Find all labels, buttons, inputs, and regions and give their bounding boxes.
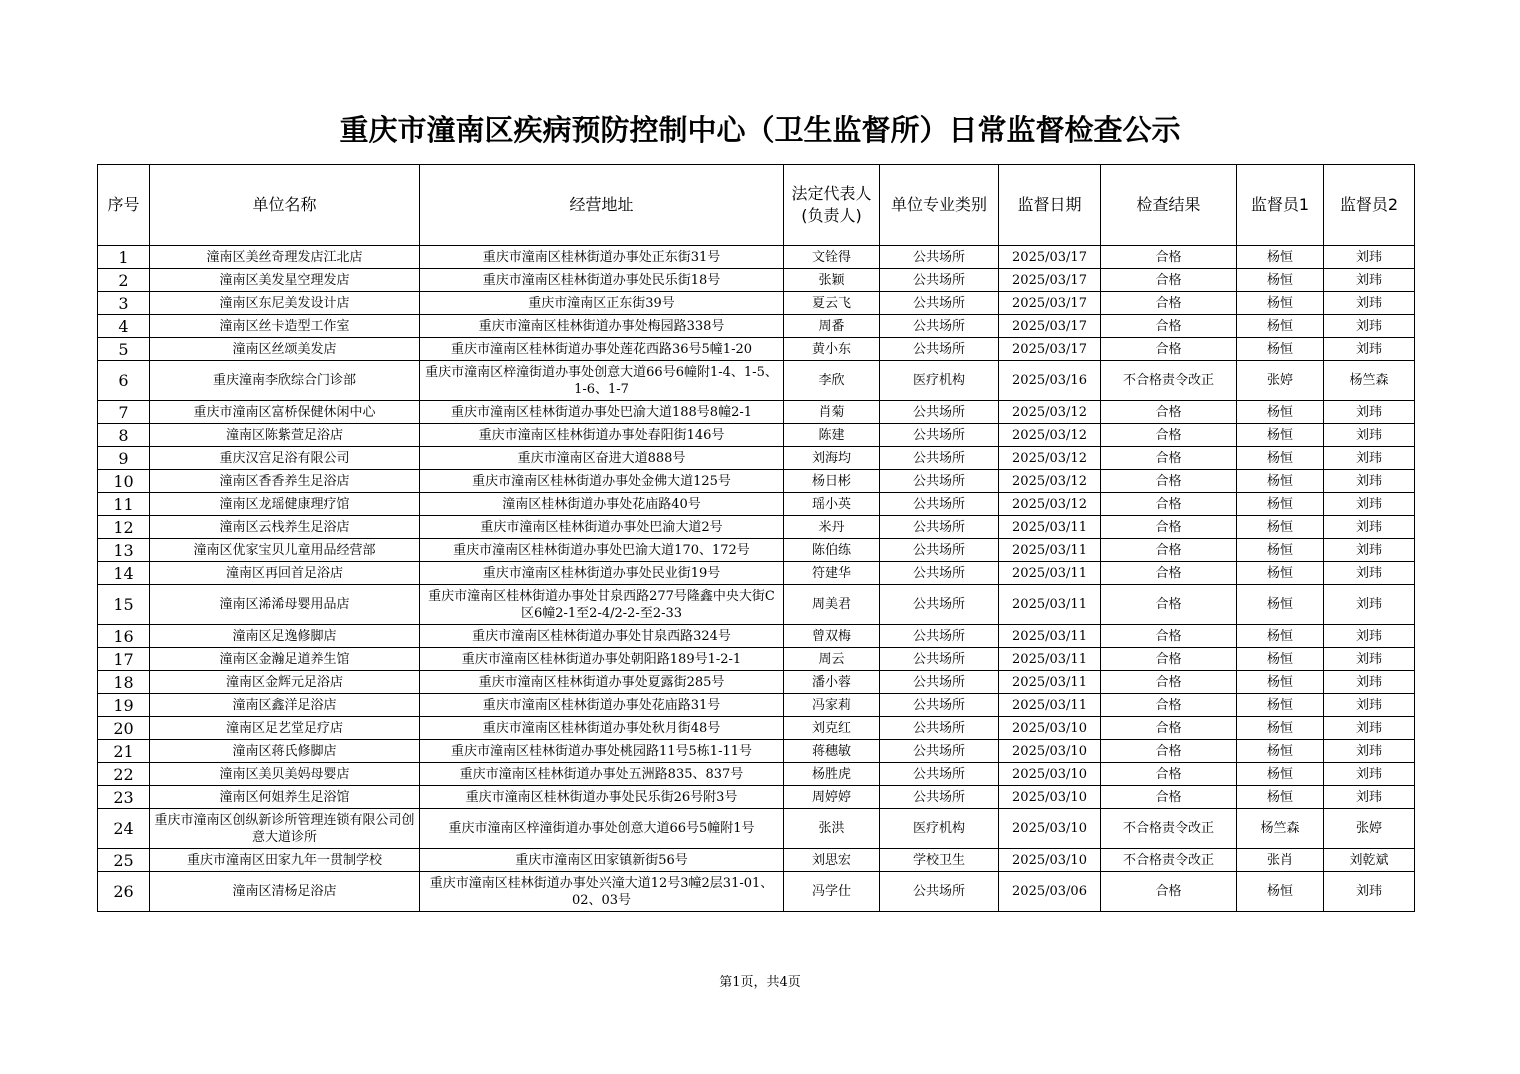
header-no: 序号 (98, 165, 150, 246)
cell-date: 2025/03/11 (999, 694, 1101, 717)
cell-inspector1: 杨恒 (1237, 292, 1324, 315)
cell-legal: 米丹 (784, 516, 880, 539)
cell-date: 2025/03/12 (999, 447, 1101, 470)
cell-date: 2025/03/10 (999, 740, 1101, 763)
cell-result: 合格 (1101, 401, 1237, 424)
cell-category: 公共场所 (880, 694, 999, 717)
cell-date: 2025/03/11 (999, 539, 1101, 562)
table-row (98, 786, 1415, 809)
cell-inspector2: 刘玮 (1324, 671, 1415, 694)
cell-address: 重庆市潼南区桂林街道办事处兴潼大道12号3幢2层31-01、02、03号 (420, 872, 784, 912)
cell-name: 重庆市潼南区富桥保健休闲中心 (150, 401, 420, 424)
cell-inspector2: 刘玮 (1324, 470, 1415, 493)
cell-category: 公共场所 (880, 539, 999, 562)
cell-legal: 肖菊 (784, 401, 880, 424)
cell-inspector1: 杨恒 (1237, 671, 1324, 694)
cell-address: 重庆市潼南区桂林街道办事处巴渝大道188号8幢2-1 (420, 401, 784, 424)
cell-name: 潼南区美发星空理发店 (150, 269, 420, 292)
cell-name: 潼南区再回首足浴店 (150, 562, 420, 585)
cell-date: 2025/03/11 (999, 671, 1101, 694)
cell-category: 公共场所 (880, 648, 999, 671)
cell-legal: 黄小东 (784, 338, 880, 361)
cell-result: 合格 (1101, 424, 1237, 447)
cell-address: 重庆市潼南区梓潼街道办事处创意大道66号6幢附1-4、1-5、1-6、1-7 (420, 361, 784, 401)
cell-category: 公共场所 (880, 740, 999, 763)
cell-inspector2: 刘玮 (1324, 246, 1415, 269)
cell-date: 2025/03/10 (999, 717, 1101, 740)
cell-no: 19 (98, 694, 150, 717)
cell-name: 潼南区金辉元足浴店 (150, 671, 420, 694)
cell-category: 公共场所 (880, 292, 999, 315)
cell-no: 15 (98, 585, 150, 625)
cell-date: 2025/03/11 (999, 585, 1101, 625)
cell-name: 潼南区丝颂美发店 (150, 338, 420, 361)
cell-no: 11 (98, 493, 150, 516)
cell-inspector2: 刘玮 (1324, 401, 1415, 424)
cell-inspector1: 杨恒 (1237, 786, 1324, 809)
cell-name: 潼南区优家宝贝儿童用品经营部 (150, 539, 420, 562)
cell-inspector1: 杨恒 (1237, 717, 1324, 740)
cell-no: 4 (98, 315, 150, 338)
cell-inspector2: 刘玮 (1324, 763, 1415, 786)
cell-inspector1: 杨恒 (1237, 648, 1324, 671)
cell-category: 公共场所 (880, 786, 999, 809)
cell-address: 重庆市潼南区桂林街道办事处秋月街48号 (420, 717, 784, 740)
cell-result: 合格 (1101, 625, 1237, 648)
cell-legal: 陈伯练 (784, 539, 880, 562)
cell-name: 潼南区美贝美妈母婴店 (150, 763, 420, 786)
cell-date: 2025/03/10 (999, 786, 1101, 809)
cell-result: 合格 (1101, 292, 1237, 315)
cell-name: 重庆市潼南区创纵新诊所管理连锁有限公司创意大道诊所 (150, 809, 420, 849)
cell-date: 2025/03/12 (999, 401, 1101, 424)
cell-result: 合格 (1101, 516, 1237, 539)
cell-inspector2: 刘玮 (1324, 562, 1415, 585)
cell-name: 潼南区蒋氏修脚店 (150, 740, 420, 763)
cell-inspector1: 杨恒 (1237, 246, 1324, 269)
cell-address: 重庆市潼南区桂林街道办事处梅园路338号 (420, 315, 784, 338)
document-title: 重庆市潼南区疾病预防控制中心（卫生监督所）日常监督检查公示 (339, 113, 1181, 147)
cell-inspector2: 刘玮 (1324, 740, 1415, 763)
cell-name: 潼南区清杨足浴店 (150, 872, 420, 912)
cell-category: 公共场所 (880, 585, 999, 625)
cell-date: 2025/03/12 (999, 424, 1101, 447)
cell-category: 公共场所 (880, 493, 999, 516)
cell-category: 公共场所 (880, 424, 999, 447)
cell-address: 重庆市潼南区桂林街道办事处花庙路31号 (420, 694, 784, 717)
table-row (98, 315, 1415, 338)
cell-date: 2025/03/17 (999, 315, 1101, 338)
cell-inspector1: 杨恒 (1237, 625, 1324, 648)
cell-result: 合格 (1101, 717, 1237, 740)
cell-result: 合格 (1101, 269, 1237, 292)
cell-address: 重庆市潼南区桂林街道办事处春阳街146号 (420, 424, 784, 447)
cell-legal: 文铨得 (784, 246, 880, 269)
cell-no: 8 (98, 424, 150, 447)
cell-date: 2025/03/10 (999, 849, 1101, 872)
cell-inspector1: 张肖 (1237, 849, 1324, 872)
cell-category: 公共场所 (880, 246, 999, 269)
cell-result: 不合格责令改正 (1101, 849, 1237, 872)
cell-inspector2: 刘玮 (1324, 269, 1415, 292)
cell-result: 不合格责令改正 (1101, 361, 1237, 401)
header-date: 监督日期 (999, 165, 1101, 246)
table-row (98, 694, 1415, 717)
cell-category: 公共场所 (880, 516, 999, 539)
cell-address: 重庆市潼南区桂林街道办事处巴渝大道170、172号 (420, 539, 784, 562)
cell-name: 潼南区香香养生足浴店 (150, 470, 420, 493)
table-row (98, 717, 1415, 740)
cell-inspector1: 张婷 (1237, 361, 1324, 401)
cell-result: 合格 (1101, 585, 1237, 625)
cell-inspector1: 杨恒 (1237, 424, 1324, 447)
cell-address: 重庆市潼南区桂林街道办事处夏露街285号 (420, 671, 784, 694)
cell-inspector2: 刘玮 (1324, 424, 1415, 447)
cell-no: 10 (98, 470, 150, 493)
cell-legal: 冯学仕 (784, 872, 880, 912)
cell-no: 26 (98, 872, 150, 912)
cell-no: 18 (98, 671, 150, 694)
cell-address: 重庆市潼南区桂林街道办事处甘泉西路277号隆鑫中央大街C区6幢2-1至2-4/2-2-至2-33 (420, 585, 784, 625)
cell-date: 2025/03/12 (999, 470, 1101, 493)
cell-no: 6 (98, 361, 150, 401)
cell-no: 13 (98, 539, 150, 562)
header-inspector1: 监督员1 (1237, 165, 1324, 246)
cell-date: 2025/03/16 (999, 361, 1101, 401)
cell-legal: 蒋穗敏 (784, 740, 880, 763)
cell-legal: 夏云飞 (784, 292, 880, 315)
cell-result: 合格 (1101, 493, 1237, 516)
cell-no: 1 (98, 246, 150, 269)
cell-address: 重庆市潼南区桂林街道办事处民乐街26号附3号 (420, 786, 784, 809)
cell-inspector1: 杨恒 (1237, 562, 1324, 585)
cell-inspector2: 刘玮 (1324, 625, 1415, 648)
cell-no: 7 (98, 401, 150, 424)
cell-result: 合格 (1101, 315, 1237, 338)
cell-no: 9 (98, 447, 150, 470)
cell-legal: 李欣 (784, 361, 880, 401)
table-row (98, 562, 1415, 585)
cell-result: 不合格责令改正 (1101, 809, 1237, 849)
cell-category: 公共场所 (880, 338, 999, 361)
cell-inspector1: 杨恒 (1237, 585, 1324, 625)
cell-inspector1: 杨恒 (1237, 315, 1324, 338)
cell-address: 重庆市潼南区桂林街道办事处五洲路835、837号 (420, 763, 784, 786)
cell-address: 重庆市潼南区桂林街道办事处桃园路11号5栋1-11号 (420, 740, 784, 763)
header-legal: 法定代表人(负责人) (784, 165, 880, 246)
cell-inspector2: 刘玮 (1324, 447, 1415, 470)
cell-name: 潼南区何姐养生足浴馆 (150, 786, 420, 809)
cell-address: 重庆市潼南区桂林街道办事处民乐街18号 (420, 269, 784, 292)
cell-category: 公共场所 (880, 717, 999, 740)
table-row (98, 447, 1415, 470)
cell-address: 重庆市潼南区桂林街道办事处甘泉西路324号 (420, 625, 784, 648)
cell-inspector2: 刘玮 (1324, 717, 1415, 740)
cell-result: 合格 (1101, 447, 1237, 470)
cell-inspector2: 刘玮 (1324, 292, 1415, 315)
cell-name: 潼南区东尼美发设计店 (150, 292, 420, 315)
cell-no: 17 (98, 648, 150, 671)
cell-no: 24 (98, 809, 150, 849)
cell-inspector2: 刘玮 (1324, 648, 1415, 671)
cell-inspector1: 杨竺森 (1237, 809, 1324, 849)
cell-date: 2025/03/11 (999, 648, 1101, 671)
cell-name: 潼南区云栈养生足浴店 (150, 516, 420, 539)
cell-no: 12 (98, 516, 150, 539)
page-footer: 第1页，共4页 (719, 975, 801, 990)
table-row (98, 585, 1415, 625)
cell-no: 2 (98, 269, 150, 292)
table-row (98, 361, 1415, 401)
cell-date: 2025/03/10 (999, 763, 1101, 786)
cell-date: 2025/03/17 (999, 338, 1101, 361)
cell-result: 合格 (1101, 470, 1237, 493)
cell-name: 潼南区金瀚足道养生馆 (150, 648, 420, 671)
cell-category: 公共场所 (880, 470, 999, 493)
cell-address: 重庆市潼南区桂林街道办事处民业街19号 (420, 562, 784, 585)
cell-date: 2025/03/11 (999, 562, 1101, 585)
cell-no: 3 (98, 292, 150, 315)
cell-address: 重庆市潼南区桂林街道办事处正东街31号 (420, 246, 784, 269)
cell-address: 重庆市潼南区梓潼街道办事处创意大道66号5幢附1号 (420, 809, 784, 849)
cell-legal: 瑶小英 (784, 493, 880, 516)
cell-date: 2025/03/17 (999, 269, 1101, 292)
table-row (98, 625, 1415, 648)
table-row (98, 671, 1415, 694)
cell-date: 2025/03/17 (999, 292, 1101, 315)
cell-category: 学校卫生 (880, 849, 999, 872)
table-row (98, 470, 1415, 493)
cell-category: 公共场所 (880, 562, 999, 585)
cell-result: 合格 (1101, 763, 1237, 786)
table-row (98, 269, 1415, 292)
cell-legal: 冯家莉 (784, 694, 880, 717)
inspection-table (97, 164, 1415, 912)
cell-category: 公共场所 (880, 671, 999, 694)
cell-address: 重庆市潼南区桂林街道办事处巴渝大道2号 (420, 516, 784, 539)
table-row (98, 539, 1415, 562)
table-row (98, 516, 1415, 539)
cell-address: 重庆市潼南区桂林街道办事处朝阳路189号1-2-1 (420, 648, 784, 671)
cell-name: 重庆潼南李欣综合门诊部 (150, 361, 420, 401)
cell-inspector2: 刘玮 (1324, 694, 1415, 717)
cell-address: 重庆市潼南区田家镇新街56号 (420, 849, 784, 872)
table-row (98, 849, 1415, 872)
cell-no: 14 (98, 562, 150, 585)
cell-legal: 周婷婷 (784, 786, 880, 809)
cell-name: 潼南区足艺堂足疗店 (150, 717, 420, 740)
cell-category: 公共场所 (880, 625, 999, 648)
cell-category: 公共场所 (880, 315, 999, 338)
cell-inspector2: 刘玮 (1324, 338, 1415, 361)
table-row (98, 872, 1415, 912)
cell-no: 16 (98, 625, 150, 648)
cell-result: 合格 (1101, 740, 1237, 763)
cell-date: 2025/03/10 (999, 809, 1101, 849)
cell-legal: 符建华 (784, 562, 880, 585)
cell-inspector1: 杨恒 (1237, 763, 1324, 786)
cell-legal: 杨日彬 (784, 470, 880, 493)
cell-address: 重庆市潼南区奋进大道888号 (420, 447, 784, 470)
cell-result: 合格 (1101, 694, 1237, 717)
cell-inspector2: 刘玮 (1324, 315, 1415, 338)
cell-result: 合格 (1101, 872, 1237, 912)
cell-date: 2025/03/12 (999, 493, 1101, 516)
cell-name: 重庆汉宫足浴有限公司 (150, 447, 420, 470)
cell-name: 潼南区足逸修脚店 (150, 625, 420, 648)
cell-name: 潼南区浠浠母婴用品店 (150, 585, 420, 625)
header-inspector2: 监督员2 (1324, 165, 1415, 246)
header-name: 单位名称 (150, 165, 420, 246)
cell-legal: 周云 (784, 648, 880, 671)
cell-no: 25 (98, 849, 150, 872)
header-result: 检查结果 (1101, 165, 1237, 246)
cell-inspector1: 杨恒 (1237, 269, 1324, 292)
cell-inspector2: 刘玮 (1324, 786, 1415, 809)
cell-name: 潼南区陈紫萱足浴店 (150, 424, 420, 447)
cell-legal: 杨胜虎 (784, 763, 880, 786)
cell-result: 合格 (1101, 539, 1237, 562)
table-header (98, 165, 1415, 246)
cell-legal: 张颖 (784, 269, 880, 292)
table-row (98, 809, 1415, 849)
table-row (98, 648, 1415, 671)
cell-name: 潼南区龙瑶健康理疗馆 (150, 493, 420, 516)
cell-category: 公共场所 (880, 763, 999, 786)
cell-date: 2025/03/17 (999, 246, 1101, 269)
cell-inspector1: 杨恒 (1237, 516, 1324, 539)
table-row (98, 292, 1415, 315)
cell-address: 重庆市潼南区桂林街道办事处莲花西路36号5幢1-20 (420, 338, 784, 361)
header-category: 单位专业类别 (880, 165, 999, 246)
cell-inspector2: 刘玮 (1324, 493, 1415, 516)
cell-inspector2: 杨竺森 (1324, 361, 1415, 401)
cell-no: 23 (98, 786, 150, 809)
header-address: 经营地址 (420, 165, 784, 246)
table-body (98, 246, 1415, 912)
cell-address: 重庆市潼南区正东街39号 (420, 292, 784, 315)
cell-legal: 刘海均 (784, 447, 880, 470)
cell-date: 2025/03/06 (999, 872, 1101, 912)
cell-name: 潼南区鑫洋足浴店 (150, 694, 420, 717)
cell-category: 公共场所 (880, 447, 999, 470)
cell-category: 公共场所 (880, 401, 999, 424)
cell-inspector2: 刘玮 (1324, 539, 1415, 562)
cell-inspector1: 杨恒 (1237, 872, 1324, 912)
cell-inspector1: 杨恒 (1237, 493, 1324, 516)
cell-inspector1: 杨恒 (1237, 539, 1324, 562)
cell-category: 公共场所 (880, 872, 999, 912)
cell-inspector1: 杨恒 (1237, 447, 1324, 470)
cell-result: 合格 (1101, 671, 1237, 694)
cell-category: 医疗机构 (880, 809, 999, 849)
cell-inspector2: 刘玮 (1324, 872, 1415, 912)
cell-inspector1: 杨恒 (1237, 694, 1324, 717)
cell-result: 合格 (1101, 246, 1237, 269)
cell-name: 潼南区丝卡造型工作室 (150, 315, 420, 338)
table-row (98, 740, 1415, 763)
table-row (98, 763, 1415, 786)
cell-no: 21 (98, 740, 150, 763)
cell-inspector2: 刘玮 (1324, 516, 1415, 539)
cell-result: 合格 (1101, 338, 1237, 361)
table-row (98, 338, 1415, 361)
cell-inspector2: 刘乾斌 (1324, 849, 1415, 872)
cell-inspector2: 刘玮 (1324, 585, 1415, 625)
cell-no: 20 (98, 717, 150, 740)
table-row (98, 424, 1415, 447)
cell-date: 2025/03/11 (999, 625, 1101, 648)
cell-legal: 刘思宏 (784, 849, 880, 872)
cell-address: 重庆市潼南区桂林街道办事处金佛大道125号 (420, 470, 784, 493)
cell-address: 潼南区桂林街道办事处花庙路40号 (420, 493, 784, 516)
table-row (98, 493, 1415, 516)
cell-legal: 曾双梅 (784, 625, 880, 648)
cell-name: 潼南区美丝奇理发店江北店 (150, 246, 420, 269)
cell-result: 合格 (1101, 562, 1237, 585)
cell-legal: 刘克红 (784, 717, 880, 740)
cell-inspector1: 杨恒 (1237, 401, 1324, 424)
cell-legal: 陈建 (784, 424, 880, 447)
cell-category: 公共场所 (880, 269, 999, 292)
cell-category: 医疗机构 (880, 361, 999, 401)
cell-result: 合格 (1101, 648, 1237, 671)
cell-no: 22 (98, 763, 150, 786)
cell-result: 合格 (1101, 786, 1237, 809)
cell-legal: 周番 (784, 315, 880, 338)
cell-name: 重庆市潼南区田家九年一贯制学校 (150, 849, 420, 872)
cell-inspector1: 杨恒 (1237, 338, 1324, 361)
table-row (98, 401, 1415, 424)
cell-legal: 潘小蓉 (784, 671, 880, 694)
cell-inspector1: 杨恒 (1237, 470, 1324, 493)
table-row (98, 246, 1415, 269)
cell-no: 5 (98, 338, 150, 361)
cell-inspector2: 张婷 (1324, 809, 1415, 849)
cell-inspector1: 杨恒 (1237, 740, 1324, 763)
cell-legal: 周美君 (784, 585, 880, 625)
cell-legal: 张洪 (784, 809, 880, 849)
cell-date: 2025/03/11 (999, 516, 1101, 539)
